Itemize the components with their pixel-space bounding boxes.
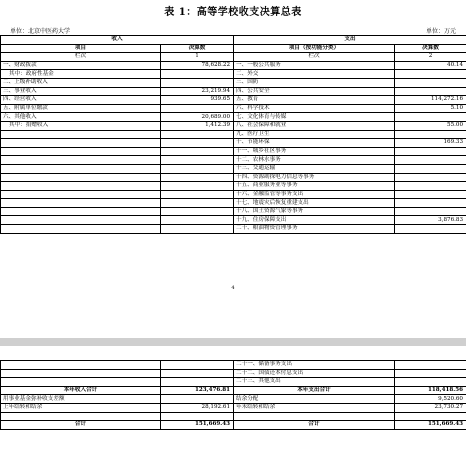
income-value-cell — [161, 130, 234, 139]
expense-item-header: 项目（按功能分类） — [234, 44, 395, 53]
header-row-index — [1, 53, 466, 62]
income-item-cell: 其中：政府性基金 — [1, 70, 161, 79]
expense-item-cell: 十一、城乡社区事务 — [234, 147, 395, 156]
expense-item-cell: 十六、金融监管等事务支出 — [234, 190, 395, 199]
income-value-cell — [161, 182, 234, 191]
col-num-left: 1 — [161, 53, 234, 62]
income-budget-header: 决算数 — [161, 44, 234, 53]
expense-value-cell: 151,669.43 — [395, 421, 466, 430]
expense-item-cell: 十七、地震灾后恢复重建支出 — [234, 199, 395, 208]
income-value-cell — [161, 207, 234, 216]
expense-value-cell: 55.00 — [395, 121, 466, 130]
income-item-cell — [1, 139, 161, 148]
income-value-cell — [161, 104, 234, 113]
currency-unit: 单位：万元 — [425, 28, 456, 35]
income-value-cell — [161, 395, 234, 404]
expense-item-cell: 十、节能环保 — [234, 139, 395, 148]
income-item-cell — [1, 216, 161, 225]
income-item-cell: 合计 — [1, 421, 161, 430]
table-row — [1, 412, 466, 421]
expense-item-cell: 四、公共安全 — [234, 87, 395, 96]
income-value-cell: 1,412.39 — [161, 121, 234, 130]
table-row — [1, 225, 466, 234]
income-header: 收入 — [1, 36, 234, 45]
expense-item-cell: 九、医疗卫生 — [234, 130, 395, 139]
expense-item-cell: 十五、商业服务业等事务 — [234, 182, 395, 191]
expense-item-cell: 二十、粮油物资管理事务 — [234, 225, 395, 234]
page-number: 4 — [231, 285, 235, 291]
expense-value-cell — [395, 199, 466, 208]
expense-value-cell — [395, 130, 466, 139]
income-value-cell — [161, 156, 234, 165]
table-row — [1, 421, 466, 430]
unit-label: 单位：北京中医药大学 — [10, 28, 71, 35]
income-item-cell — [1, 190, 161, 199]
income-value-cell — [161, 369, 234, 378]
expense-item-cell: 结余分配 — [234, 395, 395, 404]
header-row-section — [1, 36, 466, 45]
income-value-cell — [161, 164, 234, 173]
expense-item-cell: 七、文化体育与传媒 — [234, 113, 395, 122]
income-item-cell — [1, 130, 161, 139]
expense-value-cell — [395, 173, 466, 182]
income-value-cell: 939.65 — [161, 96, 234, 105]
expense-item-cell: 二十三、其他支出 — [234, 378, 395, 387]
income-value-cell: 151,669.43 — [161, 421, 234, 430]
table-row — [1, 164, 466, 173]
table-row — [1, 395, 466, 404]
expense-item-cell: 十九、住房保障支出 — [234, 216, 395, 225]
income-value-cell: 28,192.61 — [161, 403, 234, 412]
income-value-cell — [161, 139, 234, 148]
expense-item-cell: 十八、国土资源气象等事务 — [234, 207, 395, 216]
expense-value-cell: 40.14 — [395, 61, 466, 70]
table-row — [1, 369, 466, 378]
page-break — [0, 338, 466, 346]
income-item-cell — [1, 225, 161, 234]
expense-item-cell: 十四、资源勘探电力信息等事务 — [234, 173, 395, 182]
income-item-cell: 本年收入合计 — [1, 386, 161, 395]
expense-header: 支出 — [234, 36, 466, 45]
income-item-cell: 上年结转和结余 — [1, 403, 161, 412]
income-value-cell — [161, 412, 234, 421]
expense-item-cell: 十二、农林水事务 — [234, 156, 395, 165]
expense-value-cell — [395, 156, 466, 165]
budget-table-top — [0, 35, 466, 234]
expense-value-cell: 5.10 — [395, 104, 466, 113]
income-value-cell — [161, 78, 234, 87]
income-value-cell: 123,476.81 — [161, 386, 234, 395]
expense-item-cell: 二十一、储备事务支出 — [234, 361, 395, 370]
table-row — [1, 87, 466, 96]
table-row — [1, 386, 466, 395]
table-row — [1, 147, 466, 156]
table-row — [1, 378, 466, 387]
income-value-cell — [161, 190, 234, 199]
expense-item-cell: 五、教育 — [234, 96, 395, 105]
table-row — [1, 130, 466, 139]
income-value-cell — [161, 378, 234, 387]
income-value-cell: 23,219.94 — [161, 87, 234, 96]
expense-value-cell: 3,876.83 — [395, 216, 466, 225]
col-label-left: 栏次 — [1, 53, 161, 62]
expense-value-cell — [395, 207, 466, 216]
income-value-cell — [161, 199, 234, 208]
table-row — [1, 104, 466, 113]
income-value-cell — [161, 147, 234, 156]
income-item-cell — [1, 378, 161, 387]
income-item-cell — [1, 369, 161, 378]
income-item-cell: 二、上级补助收入 — [1, 78, 161, 87]
expense-value-cell — [395, 87, 466, 96]
income-item-cell: 五、附属单位缴款 — [1, 104, 161, 113]
expense-item-cell: 一、一般公共服务 — [234, 61, 395, 70]
expense-value-cell — [395, 369, 466, 378]
income-item-header: 项目 — [1, 44, 161, 53]
expense-value-cell: 114,272.16 — [395, 96, 466, 105]
income-value-cell — [161, 361, 234, 370]
income-item-cell — [1, 412, 161, 421]
expense-value-cell: 118,418.56 — [395, 386, 466, 395]
expense-value-cell — [395, 378, 466, 387]
income-item-cell — [1, 199, 161, 208]
income-value-cell — [161, 225, 234, 234]
table-row — [1, 96, 466, 105]
expense-item-cell: 十三、交通运输 — [234, 164, 395, 173]
income-item-cell — [1, 361, 161, 370]
expense-value-cell — [395, 147, 466, 156]
table-row — [1, 216, 466, 225]
expense-item-cell: 二、外交 — [234, 70, 395, 79]
table-row — [1, 139, 466, 148]
expense-item-cell: 年末结转和结余 — [234, 403, 395, 412]
expense-value-cell — [395, 361, 466, 370]
income-item-cell: 六、其他收入 — [1, 113, 161, 122]
table-row — [1, 173, 466, 182]
table-row — [1, 61, 466, 70]
income-item-cell: 其中：捐赠收入 — [1, 121, 161, 130]
income-item-cell — [1, 207, 161, 216]
table-row — [1, 190, 466, 199]
income-value-cell — [161, 70, 234, 79]
table-row — [1, 70, 466, 79]
table-row — [1, 182, 466, 191]
table-row — [1, 199, 466, 208]
income-value-cell: 78,628.22 — [161, 61, 234, 70]
expense-item-cell: 本年支出合计 — [234, 386, 395, 395]
expense-value-cell — [395, 164, 466, 173]
expense-value-cell — [395, 412, 466, 421]
expense-item-cell: 六、科学技术 — [234, 104, 395, 113]
expense-value-cell: 169.33 — [395, 139, 466, 148]
expense-value-cell — [395, 78, 466, 87]
income-item-cell — [1, 182, 161, 191]
income-value-cell: 20,689.00 — [161, 113, 234, 122]
income-item-cell — [1, 173, 161, 182]
col-num-right: 2 — [395, 53, 466, 62]
income-item-cell: 三、事业收入 — [1, 87, 161, 96]
expense-value-cell — [395, 182, 466, 191]
table-row — [1, 113, 466, 122]
income-value-cell — [161, 173, 234, 182]
income-item-cell: 四、经营收入 — [1, 96, 161, 105]
document-title: 表 1：高等学校收支决算总表 — [164, 7, 302, 18]
expense-budget-header: 决算数 — [395, 44, 466, 53]
expense-value-cell: 23,730.27 — [395, 403, 466, 412]
expense-item-cell — [234, 412, 395, 421]
income-item-cell — [1, 164, 161, 173]
header-row-columns — [1, 44, 466, 53]
income-value-cell — [161, 216, 234, 225]
expense-item-cell: 八、社会保障和就业 — [234, 121, 395, 130]
expense-value-cell — [395, 70, 466, 79]
income-item-cell — [1, 156, 161, 165]
expense-value-cell — [395, 225, 466, 234]
expense-value-cell — [395, 113, 466, 122]
income-item-cell: 一、财政拨款 — [1, 61, 161, 70]
table-row — [1, 207, 466, 216]
expense-value-cell — [395, 190, 466, 199]
income-item-cell: 用事业基金弥补收支差额 — [1, 395, 161, 404]
budget-table-bottom — [0, 360, 466, 430]
table-row — [1, 156, 466, 165]
expense-value-cell: 9,520.60 — [395, 395, 466, 404]
col-label-right: 栏次 — [234, 53, 395, 62]
expense-item-cell: 二十二、国债还本付息支出 — [234, 369, 395, 378]
table-row — [1, 361, 466, 370]
table-row — [1, 403, 466, 412]
expense-item-cell: 三、国防 — [234, 78, 395, 87]
income-item-cell — [1, 147, 161, 156]
table-row — [1, 78, 466, 87]
expense-item-cell: 合计 — [234, 421, 395, 430]
table-row — [1, 121, 466, 130]
